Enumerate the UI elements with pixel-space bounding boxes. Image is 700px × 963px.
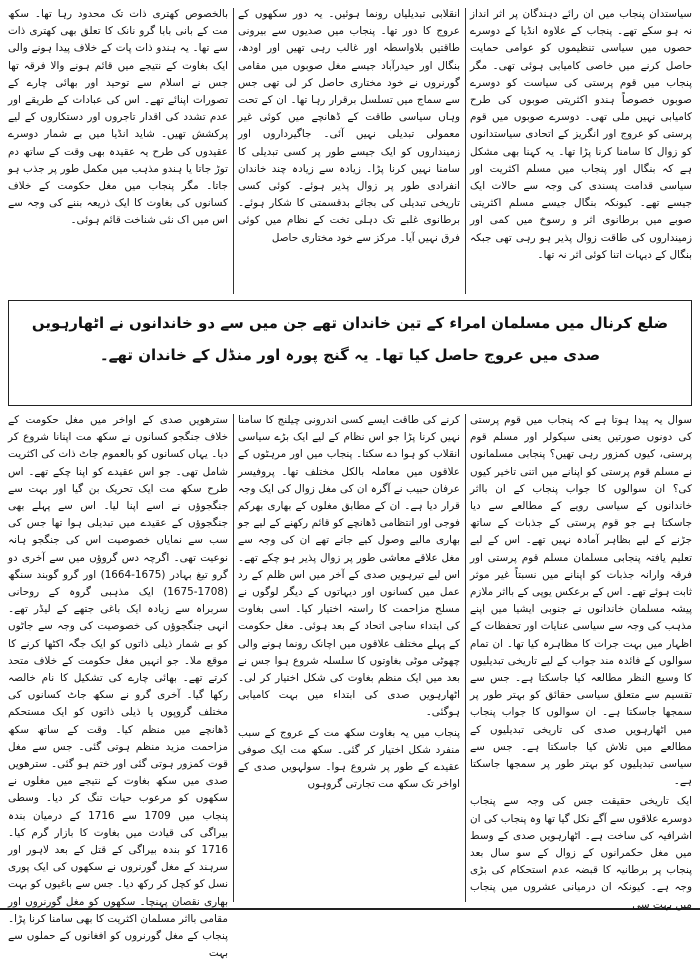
bottom-right-column — [470, 412, 692, 911]
top-left-column — [8, 6, 228, 296]
top-right-column — [470, 6, 692, 296]
paragraph: بالخصوص کھتری ذات تک محدود رہا تھا۔ سکھ مت کے بانی بابا گرو نانک کا تعلق بھی کھتری ذات سے تھا۔ یہ ہندو ذات پات کے خلاف پیدا ہونے والی ایک بغاوت کے نتیجے میں قائم ہونے والا فرقہ تھا جس نے اسلام سے توحید اور بھائی چارے کے تصورات اپنائے تھے۔ اس کی عبادات کے طریقے اور عدم تشدد کی اقدار تاجروں اور دستکاروں کے لیے پرکشش تھیں۔ شاید انڈیا میں بے شمار دوسرے عقیدوں کی طرح یہ عقیدہ بھی وقت کے ساتھ دم توڑ جاتا یا ہندو مذہب میں مکمل طور پر جذب ہو جاتا۔ مگر پنجاب میں مغل حکومت کے خلاف کسانوں کی بغاوت کا ایک ذریعہ بننے کی وجہ سے اس میں اک نئی شناخت قائم ہوئی۔ — [8, 8, 228, 227]
headline-text: ضلع کرنال میں مسلمان امراء کے تین خاندان تھے جن میں سے دو خاندانوں نے اٹھارہویں صدی میں عروج حاصل کیا تھا۔ یہ گنج پورہ اور منڈل کے خاندان تھے۔ — [31, 314, 669, 364]
column-divider — [465, 414, 466, 902]
paragraph: کرنے کی طاقت ایسے کسی اندرونی چیلنج کا سامنا نہیں کرنا پڑا جو اس نظام کے لیے ایک بڑے سیاسی انقلاب کو ہوا دے سکتا۔ پنجاب میں اور مرہٹوں کے علاقوں میں معاملہ بالکل مختلف تھا۔ پروفیسر عرفان حبیب نے آگرہ ان کی مغل زوال کی ایک وجہ قرار دیا ہے۔ ان کے مطابق مغلوں کے بھاری بھرکم فوجی اور انتظامی ڈھانچے کو قائم رکھنے کے لیے جو بھاری مالیے وصول کیے جاتے تھے ان کی وجہ سے مغل علاقے معاشی طور پر زوال پذیر ہو چکے تھے۔ اس لیے تیرہویں صدی کے آخر میں اس ظلم کے رد عمل میں کسانوں اور دیہاتوں کے دیگر لوگوں نے مسلح مزاحمت کا راستہ اختیار کیا۔ اسی بغاوت کی ابتداء ساجی اتحاد کے بعد ہوئی۔ مغل حکومت کے پہلے مختلف علاقوں میں اچانک رونما ہونے والی چھوٹی موٹی بغاوتوں کا سلسلہ شروع ہوا جس نے بعد میں ایک منظم بغاوت کی شکل اختیار کر لی۔ اٹھارہویں صدی کی ابتداء میں بہت کامیابی ہوگئی۔ — [238, 414, 460, 719]
paragraph: پنجاب میں یہ بغاوت سکھ مت کے عروج کے سبب منفرد شکل اختیار کر گئی۔ سکھ مت ایک صوفی عقیدے کے طور پر شروع ہوا۔ سولہویں صدی کے اواخر تک سکھ مت تجارتی گروہوں — [238, 726, 460, 791]
paragraph: سیاستدان پنجاب میں ان رائے دہندگان پر اثر انداز نہ ہو سکے تھے۔ پنجاب کے علاوہ انڈیا کے دوسرے حصوں میں سیاسی تنظیموں کو عوامی حمایت حاصل کرنے میں خاصی کامیابی ہوئی تھی۔ مگر پنجاب میں قوم پرستی کی سیاست کو دوسرے صوبوں خصوصاً ہندو اکثریتی صوبوں کی طرح کامیابی نہیں ملی تھی۔ دوسرے صوبوں میں قوم پرستی کو عروج اور انگریز کے اتحادی سیاستدانوں کو زوال کا سامنا کرنا پڑا تھا۔ یہ کہنا بھی مشکل ہے کہ بنگال اور پنجاب میں مسلم اکثریت اور سیاسی قدامت پسندی کی وجہ سے حالات ایک جیسے تھے۔ کیونکہ بنگال جیسے مسلم اکثریتی صوبے میں برطانوی اثر و رسوخ میں کمی اور زمینداروں کی طاقت زوال پذیر ہو رہی تھی جبکہ بنگال کے دیہات اتنا کوئی اثر نہ تھا۔ — [470, 8, 692, 261]
paragraph: انقلابی تبدیلیاں رونما ہوئیں۔ یہ دور سکھوں کے عروج کا دور تھا۔ پنجاب میں صدیوں سے بیرونی طاقتیں بلاواسطہ اور غالب رہی تھیں اور اودھ، بنگال اور حیدرآباد جیسے مغل صوبوں میں مقامی گورنروں نے خود مختاری حاصل کر لی تھی جس سے سماج میں تسلسل برقرار رہا تھا۔ ان کے تحت وہاں سیاسی طاقت کے ڈھانچے میں کوئی غیر معمولی تبدیلی نہیں آئی۔ جاگیرداروں اور زمینداروں کو ایک جیسے طور پر کسی تبدیلی کا سامنا نہیں کرنا پڑا۔ زیادہ سے زیادہ چند خاندان انفرادی طور پر زوال پذیر ہوئے۔ کوئی کسی تاریخی تبدیلی کی بجائے بدقسمتی کا شکار ہوئے۔ برطانوی غلبے تک دہلی تخت کے نظام میں کوئی فرق نہیں آیا۔ مرکز سے خود مختاری حاصل — [238, 8, 460, 244]
paragraph: سترھویں صدی کے اواخر میں مغل حکومت کے خلاف جنگجو کسانوں نے سکھ مت اپنانا شروع کر دیا۔ یہاں کسانوں کو بالعموم جاٹ ذات کی اکثریت شامل تھی۔ جو اس عقیدے کو اپنا چکے تھے۔ اس طرح سکھ مت ایک تحریک بن گیا اور بہت سے جنگجوؤں نے اسے اپنا لیا۔ اس سے پہلے بھی جنگجوؤں کے عقیدے میں تبدیلی ہوا تھا جس کی سب سے نمایاں خصوصیت اس کی جنگجو ہانہ نوعیت تھی۔ اگرچہ دس گروؤں میں سے آخری دو گرو تیغ بہادر (1675-1664) اور گرو گوبند سنگھ (1708-1675) ایک مذہبی گروہ کے روحانی سربراہ سے زیادہ ایک باغی جتھے کے لیڈر تھے۔ انہی جنگجوؤں کی خصوصیت کی وجہ سے جاٹوں کو بے شمار ذیلی ذاتوں کو ایک جگہ اکٹھا کرنے کا موقع ملا۔ جو انہیں مغل حکومت کے خلاف متحد کرتے تھے۔ بھائی چارے کی تشکیل کا نام خالصہ رکھا گیا۔ آخری گرو نے سکھ جاٹ کسانوں کی مختلف گروپوں یا ذیلی ذاتوں کو ایک مستحکم ڈھانچے میں منظم کیا۔ وقت کے ساتھ سکھ مزاحمت مزید منظم ہوتی گئی۔ جس سے مغل قوت کمزور ہوتی گئی اور ختم ہو گئی۔ سترھویں صدی میں سکھ بغاوت کے نتیجے میں مغلوں نے سکھوں کو مرعوب حیات تنگ کر دیا۔ وسطی پنجاب میں 1709 سے 1716 کے درمیان بندہ بیراگی کی قیادت میں بغاوت کا بازار گرم کیا۔ 1716 کو بندہ بیراگی کے قتل کے بعد لاہور اور سرہند کے مغل گورنروں نے سکھوں کی ایک پوری نسل کو کچل کر رکھ دیا۔ جس سے باغیوں کو بہت بھاری نقصان پہنچا۔ سکھوں کو مغل گورنروں اور مقامی بااثر مسلمان اکثریت کا بھی سامنا کرنا پڑا۔ پنجاب کے مغل گورنروں کو افغانوں کے حملوں سے بہت — [8, 414, 229, 960]
top-middle-column — [238, 6, 460, 296]
column-divider — [465, 8, 466, 294]
highlighted-headline — [8, 300, 692, 406]
paragraph: ایک تاریخی حقیقت جس کی وجہ سے پنجاب دوسرے علاقوں سے آگے نکل گیا تھا وہ پنجاب کی ان اشرافیہ کی ساخت ہے۔ اٹھارہویں صدی کے وسط میں مغل حکمرانوں کے زوال کے سو سال بعد پنجاب پر برطانیہ کا قبضہ عدم استحکام کی بڑی وجہ ہے۔ کیونکہ ان درمیانی عشروں میں پنجاب میں بہت سی — [470, 795, 692, 911]
column-divider — [233, 414, 234, 902]
paragraph: سوال یہ پیدا ہوتا ہے کہ پنجاب میں قوم پرستی کی دونوں صورتیں یعنی سیکولر اور مسلم قوم پرستی، کیوں کمزور رہی تھیں؟ پنجابی مسلمانوں نے مسلم قوم پرستی کو اپنانے میں اتنی تاخیر کیوں کی؟ ان سوالوں کا جواب پنجاب کے ان بااثر خاندانوں کے سیاسی رویے کے مطالعے سے دیا جاسکتا ہے جو قوم پرستی کے جذبات کے ساتھ جڑنے کے لیے بظاہر آمادہ نہیں تھے۔ اس کے لیے تعلیم یافتہ پنجابی مسلمان مسلم قوم پرستی اور فرقہ وارانہ جذبات کو اپنانے میں نسبتاً غیر موثر ثابت ہوئے تھے۔ اس کے برعکس یوپی کے بااثر ملازم پیشہ مسلمان خاندانوں نے جنوبی ایشیا میں اپنے مذہب کی وجہ سے سیاسی عنایات اور تحفظات کے اظہار میں بہت جرات کا مظاہرہ کیا تھا۔ ان تمام سوالوں کے فائدہ مند جواب کے لیے تاریخی تبدیلیوں کا وسیع النظر مطالعہ کیا جاسکتا ہے۔ جس سے تقسیم سے متعلق سیاسی حقائق کو بہتر طور پر سمجھا جاسکتا ہے۔ ان سوالوں کا جواب پنجاب میں اٹھارہویں صدی کی تاریخی تبدیلیوں کے مطالعے میں تلاش کیا جاسکتا ہے۔ جس سے سیاسی تبدیلیوں کو بہتر طور پر سمجھا جاسکتا ہے۔ — [470, 414, 692, 788]
column-divider — [233, 8, 234, 294]
bottom-middle-column — [238, 412, 460, 904]
bottom-left-column — [8, 412, 229, 960]
